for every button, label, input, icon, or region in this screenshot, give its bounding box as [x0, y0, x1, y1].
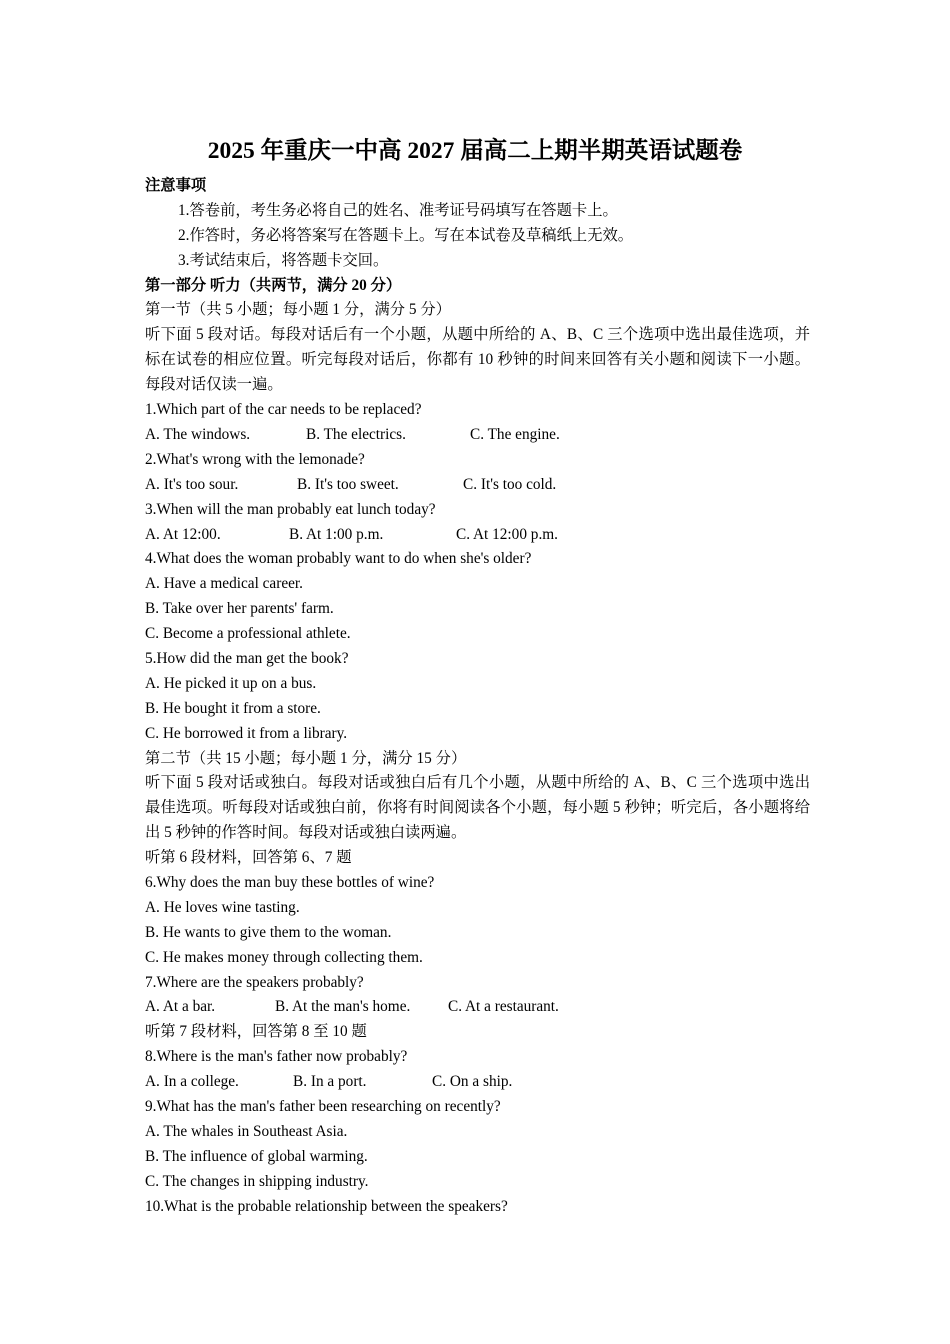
option-c: C. It's too cold.: [463, 475, 557, 493]
question-stem: 7.Where are the speakers probably?: [145, 973, 364, 991]
option-c: C. He borrowed it from a library.: [145, 724, 348, 742]
option-a: A. He loves wine tasting.: [145, 898, 300, 916]
option-c: C. Become a professional athlete.: [145, 625, 351, 643]
question-stem: 1.Which part of the car needs to be replaced?: [145, 401, 422, 419]
option-b: B. He bought it from a store.: [145, 699, 321, 717]
section2-heading: 第二节（共 15 小题；每小题 1 分，满分 15 分）: [145, 749, 467, 767]
option-b: B. Take over her parents' farm.: [145, 600, 334, 618]
question-options: [145, 1070, 810, 1095]
section2-instructions: 听下面 5 段对话或独白。每段对话或独白后有几个小题，从题中所给的 A、B、C 三个选项中选出最佳选项。听每段对话或独白前，你将有时间阅读各个小题，每小题 5 秒钟；听完后，各小题将给出 5 秒钟的作答时间。每段对话或独白读两遍。: [145, 774, 810, 842]
option-c: C. At 12:00 p.m.: [456, 525, 558, 543]
option-c: C. At a restaurant.: [448, 998, 559, 1016]
question-options: [145, 473, 810, 498]
option-c: C. On a ship.: [432, 1073, 513, 1091]
option-b: B. He wants to give them to the woman.: [145, 923, 392, 941]
question-stem: 8.Where is the man's father now probably?: [145, 1048, 408, 1066]
option-a: A. The windows.: [145, 425, 251, 443]
option-a: A. He picked it up on a bus.: [145, 674, 317, 692]
question-stem: 10.What is the probable relationship between the speakers?: [145, 1197, 508, 1215]
notice-heading: 注意事项: [145, 177, 207, 194]
option-b: B. At the man's home.: [275, 998, 411, 1016]
option-c: C. The changes in shipping industry.: [145, 1172, 369, 1190]
option-a: A. Have a medical career.: [145, 575, 303, 593]
question-options: [145, 995, 810, 1020]
option-b: B. In a port.: [293, 1073, 367, 1091]
question-stem: 6.Why does the man buy these bottles of wine?: [145, 874, 435, 892]
question-stem: 5.How did the man get the book?: [145, 649, 349, 667]
option-a: A. At 12:00.: [145, 525, 221, 543]
question-stem: 9.What has the man's father been researching on recently?: [145, 1098, 501, 1116]
option-a: A. The whales in Southeast Asia.: [145, 1122, 348, 1140]
exam-content: [145, 174, 810, 1220]
option-a: A. At a bar.: [145, 998, 216, 1016]
option-b: B. It's too sweet.: [297, 475, 399, 493]
option-b: B. The electrics.: [306, 425, 406, 443]
question-stem: 2.What's wrong with the lemonade?: [145, 450, 365, 468]
material-heading: 听第 7 段材料，回答第 8 至 10 题: [145, 1023, 367, 1041]
option-c: C. He makes money through collecting them.: [145, 948, 423, 966]
question-options: [145, 423, 810, 448]
part1-heading: 第一部分 听力（共两节，满分 20 分）: [145, 276, 402, 294]
question-stem: 3.When will the man probably eat lunch today?: [145, 500, 436, 518]
page-title: 2025 年重庆一中高 2027 届高二上期半期英语试题卷: [207, 138, 743, 164]
option-c: C. The engine.: [470, 425, 560, 443]
notice-item: 2.作答时，务必将答案写在答题卡上。写在本试卷及草稿纸上无效。: [178, 226, 634, 244]
section1-instructions: 听下面 5 段对话。每段对话后有一个小题，从题中所给的 A、B、C 三个选项中选出最佳选项，并标在试卷的相应位置。听完每段对话后，你都有 10 秒钟的时间来回答有关小题和阅读下一小题。每段对话仅读一遍。: [145, 326, 810, 394]
option-b: B. At 1:00 p.m.: [289, 525, 384, 543]
question-stem: 4.What does the woman probably want to do when she's older?: [145, 550, 532, 568]
option-a: A. In a college.: [145, 1073, 239, 1091]
option-a: A. It's too sour.: [145, 475, 239, 493]
notice-item: 3.考试结束后，将答题卡交回。: [178, 251, 389, 269]
option-b: B. The influence of global warming.: [145, 1147, 368, 1165]
question-options: [145, 523, 810, 548]
section1-heading: 第一节（共 5 小题；每小题 1 分，满分 5 分）: [145, 301, 451, 319]
notice-item: 1.答卷前，考生务必将自己的姓名、准考证号码填写在答题卡上。: [178, 201, 618, 219]
material-heading: 听第 6 段材料，回答第 6、7 题: [145, 849, 352, 867]
